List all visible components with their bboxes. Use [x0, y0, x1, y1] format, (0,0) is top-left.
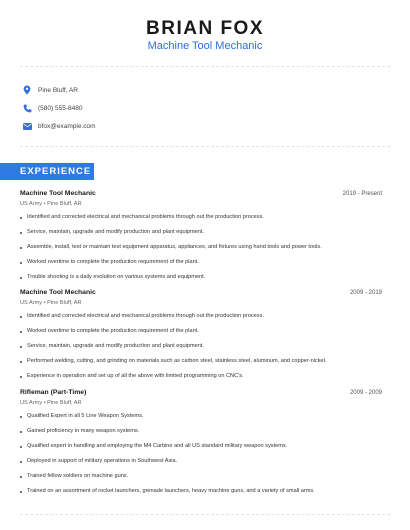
job-meta: US Army • Pine Bluff, AR: [20, 201, 82, 207]
contact-phone-text: (580) 555-8480: [38, 104, 83, 112]
job-location: Pine Bluff, AR: [47, 400, 82, 406]
contact-email-text: bfox@example.com: [38, 122, 96, 130]
contact-location-text: Pine Bluff, AR: [38, 86, 78, 94]
job-bullets: [20, 413, 382, 503]
contact-location: [22, 84, 78, 96]
job-bullets: [20, 214, 382, 289]
job-meta: US Army • Pine Bluff, AR: [20, 300, 82, 306]
bullet-item: Assemble, install, test or maintain test equipment apparatus, appliances, and fixtures using hand tools and power tools.: [20, 244, 382, 259]
bullet-item: Qualified expert in handling and employing the M4 Carbine and all US standard military weapon systems.: [20, 443, 382, 458]
bullet-item: Service, maintain, upgrade and modify production and plant equipment.: [20, 229, 382, 244]
bullet-item: Worked overtime to complete the production requirement of the plant.: [20, 328, 382, 343]
job-location: Pine Bluff, AR: [47, 201, 82, 207]
divider-middle: [20, 146, 390, 147]
job-org: US Army: [20, 400, 43, 406]
bullet-item: Worked overtime to complete the production requirement of the plant.: [20, 259, 382, 274]
bullet-item: Experience in operation and set up of all the above with limited programming on CNC's.: [20, 373, 382, 388]
job-title: Rifleman (Part-Time): [20, 389, 87, 396]
job-title: Machine Tool Mechanic: [20, 190, 96, 197]
bullet-item: Trained on an assortment of rocket launchers, grenade launchers, heavy machine guns, and a variety of small arms.: [20, 488, 382, 503]
candidate-title: Machine Tool Mechanic: [147, 40, 263, 52]
contact-phone: [22, 102, 82, 114]
job-org: US Army: [20, 201, 43, 207]
job-title: Machine Tool Mechanic: [20, 289, 96, 296]
contact-email: [22, 120, 96, 132]
job-dates: 2019 - Present: [342, 191, 382, 197]
job-entry: [20, 289, 382, 388]
bullet-item: Deployed in support of military operations in Southwest Asia.: [20, 458, 382, 473]
job-dates: 2009 - 2009: [349, 390, 382, 396]
job-org: US Army: [20, 300, 43, 306]
bullet-item: Identified and corrected electrical and mechanical problems through out the production process.: [20, 313, 382, 328]
job-meta: US Army • Pine Bluff, AR: [20, 400, 82, 406]
bullet-item: Identified and corrected electrical and mechanical problems through out the production process.: [20, 214, 382, 229]
bullet-item: Service, maintain, upgrade and modify production and plant equipment.: [20, 343, 382, 358]
job-dates: 2009 - 2019: [349, 290, 382, 296]
bullet-item: Performed welding, cutting, and grinding on materials such as carbon steel, stainless steel, aluminum, and copper-nickel.: [20, 358, 382, 373]
bullet-item: Gained proficiency in many weapon systems.: [20, 428, 382, 443]
email-icon: [22, 121, 32, 131]
bullet-item: Trained fellow soldiers on machine guns.: [20, 473, 382, 488]
bullet-item: Trouble shooting is a daily evolution on various systems and equipment.: [20, 274, 382, 289]
divider-bottom: [20, 514, 390, 515]
job-bullets: [20, 313, 382, 388]
location-pin-icon: [22, 85, 32, 95]
job-location: Pine Bluff, AR: [47, 300, 82, 306]
bullet-item: Qualified Expert in all 5 Line Weapon Systems.: [20, 413, 382, 428]
divider-top: [20, 66, 390, 67]
experience-section-header: EXPERIENCE: [0, 163, 94, 180]
job-entry: [20, 389, 382, 503]
candidate-name: BRIAN FOX: [146, 18, 264, 39]
phone-icon: [22, 103, 32, 113]
job-entry: [20, 190, 382, 289]
